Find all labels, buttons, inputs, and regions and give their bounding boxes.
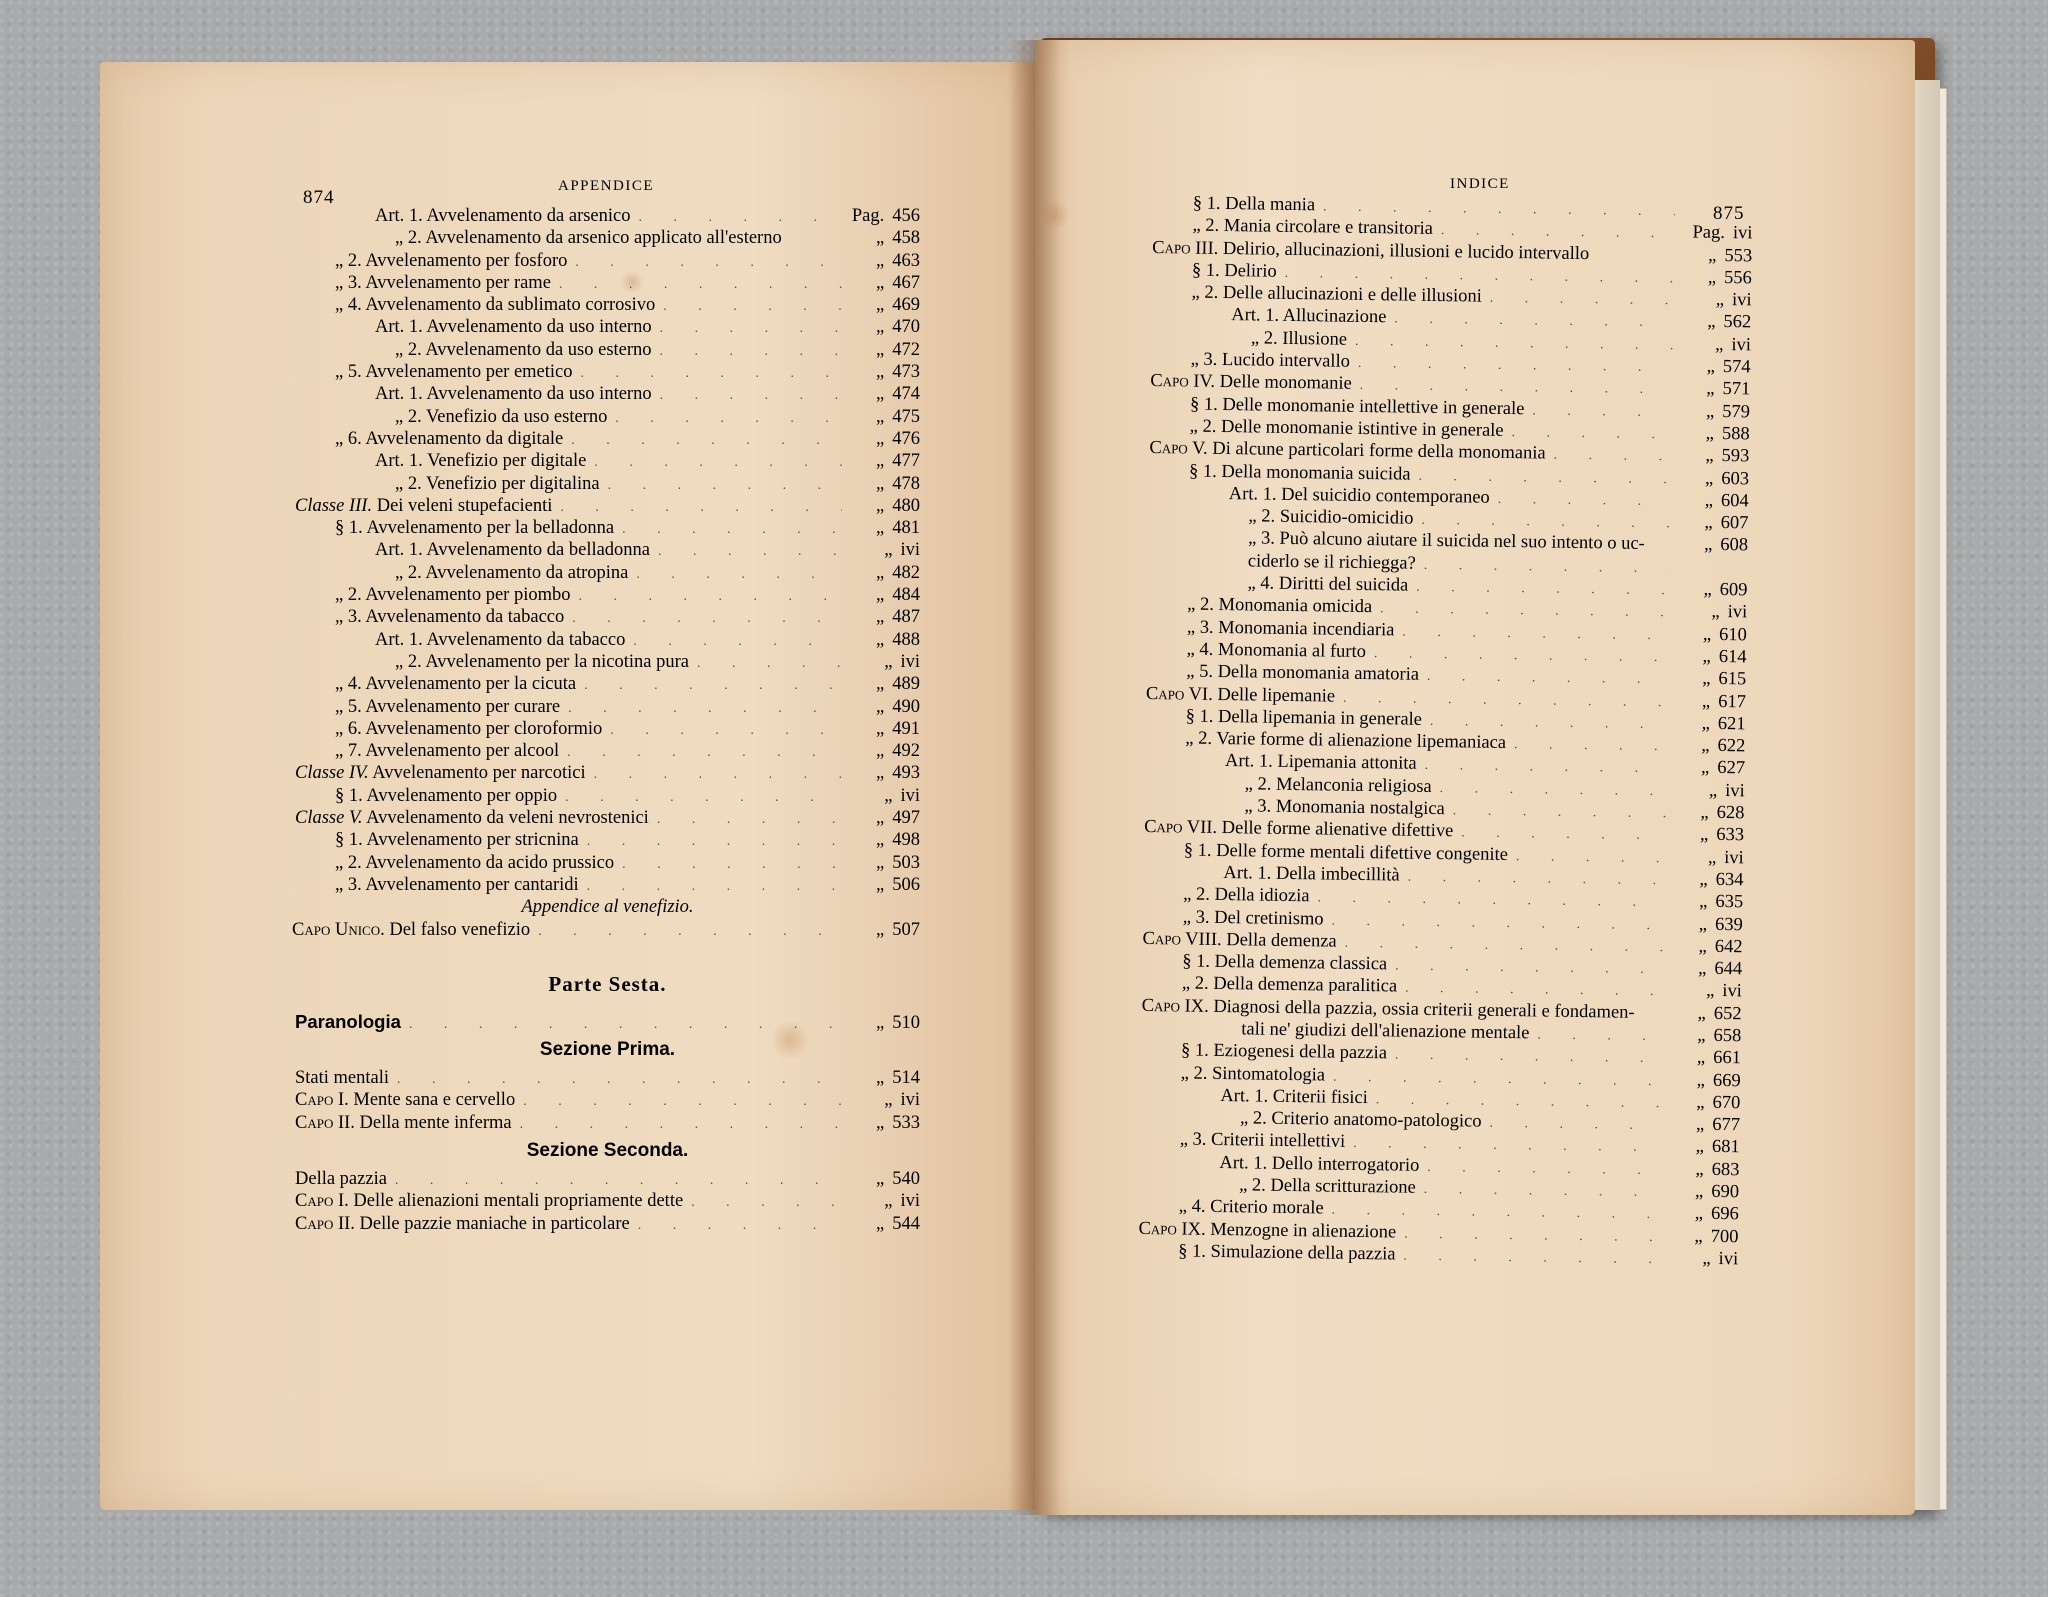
toc-row: „ 2. Suicidio-omicidio . . . „ 607	[1148, 504, 1748, 535]
toc-row: tali ne' giudizi dell'alienazione mentale . . . „ 658	[1141, 1017, 1741, 1048]
part-heading: Parte Sesta.	[548, 971, 667, 996]
toc-row: „ 5. Avvelenamento per curare . . . „ 490	[295, 696, 920, 718]
toc-row: Capo III. Delirio, allucinazioni, illusioni e lucido intervallo „ 553	[1152, 237, 1753, 266]
toc-row: „ 3. Avvelenamento da tabacco . . . „ 487	[295, 606, 920, 628]
toc-row: „ 2. Della idiozia . . . „ 635	[1143, 883, 1743, 914]
toc-row: „ 5. Della monomania amatoria . . . „ 615	[1146, 660, 1746, 691]
toc-row: „ 7. Avvelenamento per alcool . . . „ 492	[295, 740, 920, 762]
toc-row: „ 2. Varie forme di alienazione lipemaniaca . . . „ 622	[1145, 727, 1745, 758]
toc-row: Classe V. Avvelenamento da veleni nevrostenici . . . „ 497	[295, 807, 920, 829]
toc-row: Art. 1. Avvelenamento da tabacco . . . „ 488	[295, 629, 920, 651]
toc-row: Classe III. Dei veleni stupefacienti . . . „ 480	[295, 495, 920, 517]
toc-row: Art. 1. Della imbecillità . . . „ 634	[1143, 861, 1743, 892]
toc-row: „ 4. Avvelenamento da sublimato corrosivo . . . „ 469	[295, 294, 920, 316]
toc-row: Capo Unico. Del falso venefizio . . . „ 507	[292, 919, 920, 941]
toc-row: „ 2. Avvelenamento da acido prussico . . . „ 503	[295, 852, 920, 874]
toc-row: „ 2. Avvelenamento per fosforo . . . „ 463	[295, 250, 920, 272]
toc-row: Art. 1. Dello interrogatorio . . . „ 683	[1139, 1151, 1739, 1182]
toc-row: „ 3. Avvelenamento per cantaridi . . . „ 506	[295, 874, 920, 896]
toc-row: Capo I. Delle alienazioni mentali propriamente dette . . . „ ivi	[295, 1190, 920, 1212]
toc-row: Capo I. Mente sana e cervello . . . „ ivi	[295, 1089, 920, 1111]
section-heading: Sezione Seconda.	[526, 1139, 689, 1161]
toc-row: „ 2. Avvelenamento da uso esterno . . . „ 472	[295, 339, 920, 361]
toc-row: § 1. Delle monomanie intellettive in generale . . . „ 579	[1150, 393, 1750, 424]
toc-row: „ 3. Monomania nostalgica . . . „ 628	[1144, 794, 1744, 825]
toc-row: ciderlo se il richiegga? . . .	[1148, 549, 1748, 580]
toc-row: § 1. Simulazione della pazzia . . . „ ivi	[1138, 1240, 1738, 1271]
toc-row: Capo II. Della mente inferma . . . „ 533	[295, 1112, 920, 1134]
toc-row: „ 2. Sintomatologia . . . „ 669	[1141, 1061, 1741, 1092]
toc-row: „ 4. Criterio morale . . . „ 696	[1139, 1195, 1739, 1226]
toc-row: „ 2. Avvelenamento per piombo . . . „ 484	[295, 584, 920, 606]
toc-row: „ 3. Del cretinismo . . . „ 639	[1143, 905, 1743, 936]
toc-row: Capo V. Di alcune particolari forme della monomania . . . „ 593	[1149, 437, 1749, 468]
toc-row: § 1. Della demenza classica . . . „ 644	[1142, 950, 1742, 981]
toc-row: „ 2. Mania circolare e transitoria . . . Pag. ivi	[1152, 214, 1752, 245]
toc-row: Art. 1. Avvelenamento da belladonna . . . „ ivi	[295, 539, 920, 561]
toc-row: § 1. Avvelenamento per oppio . . . „ ivi	[295, 785, 920, 807]
toc-row: „ 3. Può alcuno aiutare il suicida nel suo intento o uc- „ 608	[1248, 528, 1749, 556]
right-table-of-contents	[1138, 192, 1753, 1271]
toc-row: „ 2. Monomania omicida . . . „ ivi	[1147, 593, 1747, 624]
toc-row: „ 2. Avvelenamento da arsenico applicato all'esterno „ 458	[395, 228, 920, 249]
toc-row: „ 2. Venefizio per digitalina . . . „ 478	[295, 473, 920, 495]
toc-row: „ 2. Della demenza paralitica . . . „ ivi	[1142, 972, 1742, 1003]
toc-row: „ 4. Avvelenamento per la cicuta . . . „ 489	[295, 673, 920, 695]
toc-row: § 1. Delirio . . . „ 556	[1152, 259, 1752, 290]
toc-row: Art. 1. Lipemania attonita . . . „ 627	[1145, 749, 1745, 780]
appendix-heading: Appendice al venefizio.	[521, 897, 694, 918]
toc-row: „ 6. Avvelenamento da digitale . . . „ 476	[295, 428, 920, 450]
spine-gutter	[1010, 40, 1060, 1515]
toc-row: Art. 1. Avvelenamento da arsenico . . . Pag. 456	[295, 205, 920, 227]
toc-row: § 1. Delle forme mentali difettive congenite . . . „ ivi	[1144, 839, 1744, 870]
toc-row: „ 3. Lucido intervallo . . . „ 574	[1151, 348, 1751, 379]
toc-row: § 1. Avvelenamento per la belladonna . . . „ 481	[295, 517, 920, 539]
toc-row: „ 2. Della scritturazione . . . „ 690	[1139, 1173, 1739, 1204]
toc-row: „ 2. Avvelenamento da atropina . . . „ 482	[295, 562, 920, 584]
toc-row: Capo VIII. Della demenza . . . „ 642	[1142, 928, 1742, 959]
toc-row: Capo VII. Delle forme alienative difettive . . . „ 633	[1144, 816, 1744, 847]
right-page-number: 875	[1713, 203, 1745, 224]
toc-row: Capo VI. Delle lipemanie . . . „ 617	[1146, 682, 1746, 713]
toc-row: Capo IX. Diagnosi della pazzia, ossia criterii generali e fondamen- „ 652	[1141, 995, 1742, 1024]
toc-row: Art. 1. Venefizio per digitale . . . „ 477	[295, 450, 920, 472]
toc-row: „ 3. Avvelenamento per rame . . . „ 467	[295, 272, 920, 294]
toc-row: Art. 1. Criterii fisici . . . „ 670	[1140, 1084, 1740, 1115]
toc-row: Capo IX. Menzogne in alienazione . . . „ 700	[1138, 1218, 1738, 1249]
foxing-stain	[1040, 200, 1070, 230]
toc-row: § 1. Della mania . . .	[1153, 192, 1753, 223]
toc-row: „ 2. Venefizio da uso esterno . . . „ 475	[295, 406, 920, 428]
toc-row: „ 3. Monomania incendiaria . . . „ 610	[1147, 616, 1747, 647]
toc-row: „ 4. Monomania al furto . . . „ 614	[1146, 638, 1746, 669]
toc-row: Capo IV. Delle monomanie . . . „ 571	[1150, 370, 1750, 401]
toc-row: Classe IV. Avvelenamento per narcotici . . . „ 493	[295, 762, 920, 784]
toc-row: „ 2. Delle monomanie istintive in generale . . . „ 588	[1150, 415, 1750, 446]
toc-row: Capo II. Delle pazzie maniache in particolare . . . „ 544	[295, 1213, 920, 1235]
toc-row: § 1. Eziogenesi della pazzia . . . „ 661	[1141, 1039, 1741, 1070]
left-running-head: APPENDICE	[558, 178, 655, 194]
left-table-of-contents	[292, 205, 920, 1235]
toc-row: § 1. Della monomania suicida . . . „ 603	[1149, 460, 1749, 491]
toc-row: „ 2. Illusione . . . „ ivi	[1151, 326, 1751, 357]
toc-row: „ 5. Avvelenamento per emetico . . . „ 473	[295, 361, 920, 383]
left-page-number: 874	[303, 187, 335, 208]
toc-row: „ 2. Avvelenamento per la nicotina pura . . . „ ivi	[295, 651, 920, 673]
toc-row: „ 2. Criterio anatomo-patologico . . . „ 677	[1140, 1106, 1740, 1137]
toc-row: „ 2. Delle allucinazioni e delle illusioni . . . „ ivi	[1151, 281, 1751, 312]
toc-row: „ 4. Diritti del suicida . . . „ 609	[1147, 571, 1747, 602]
toc-row: Art. 1. Avvelenamento da uso interno . . . „ 474	[295, 383, 920, 405]
toc-row: § 1. Avvelenamento per stricnina . . . „ 498	[295, 829, 920, 851]
toc-row: Paranologia . . . „ 510	[295, 1011, 920, 1033]
toc-row: Art. 1. Del suicidio contemporaneo . . . „ 604	[1149, 482, 1749, 513]
toc-row: „ 2. Melanconia religiosa . . . „ ivi	[1145, 772, 1745, 803]
toc-row: Stati mentali . . . „ 514	[295, 1067, 920, 1089]
toc-row: Art. 1. Allucinazione . . . „ 562	[1151, 303, 1751, 334]
right-running-head: INDICE	[1450, 176, 1510, 192]
toc-row: „ 6. Avvelenamento per cloroformio . . . „ 491	[295, 718, 920, 740]
section-heading: Sezione Prima.	[539, 1039, 676, 1061]
toc-row: „ 3. Criterii intellettivi . . . „ 681	[1140, 1128, 1740, 1159]
toc-row: Art. 1. Avvelenamento da uso interno . . . „ 470	[295, 316, 920, 338]
toc-row: § 1. Della lipemania in generale . . . „ 621	[1146, 705, 1746, 736]
toc-row: Della pazzia . . . „ 540	[295, 1168, 920, 1190]
